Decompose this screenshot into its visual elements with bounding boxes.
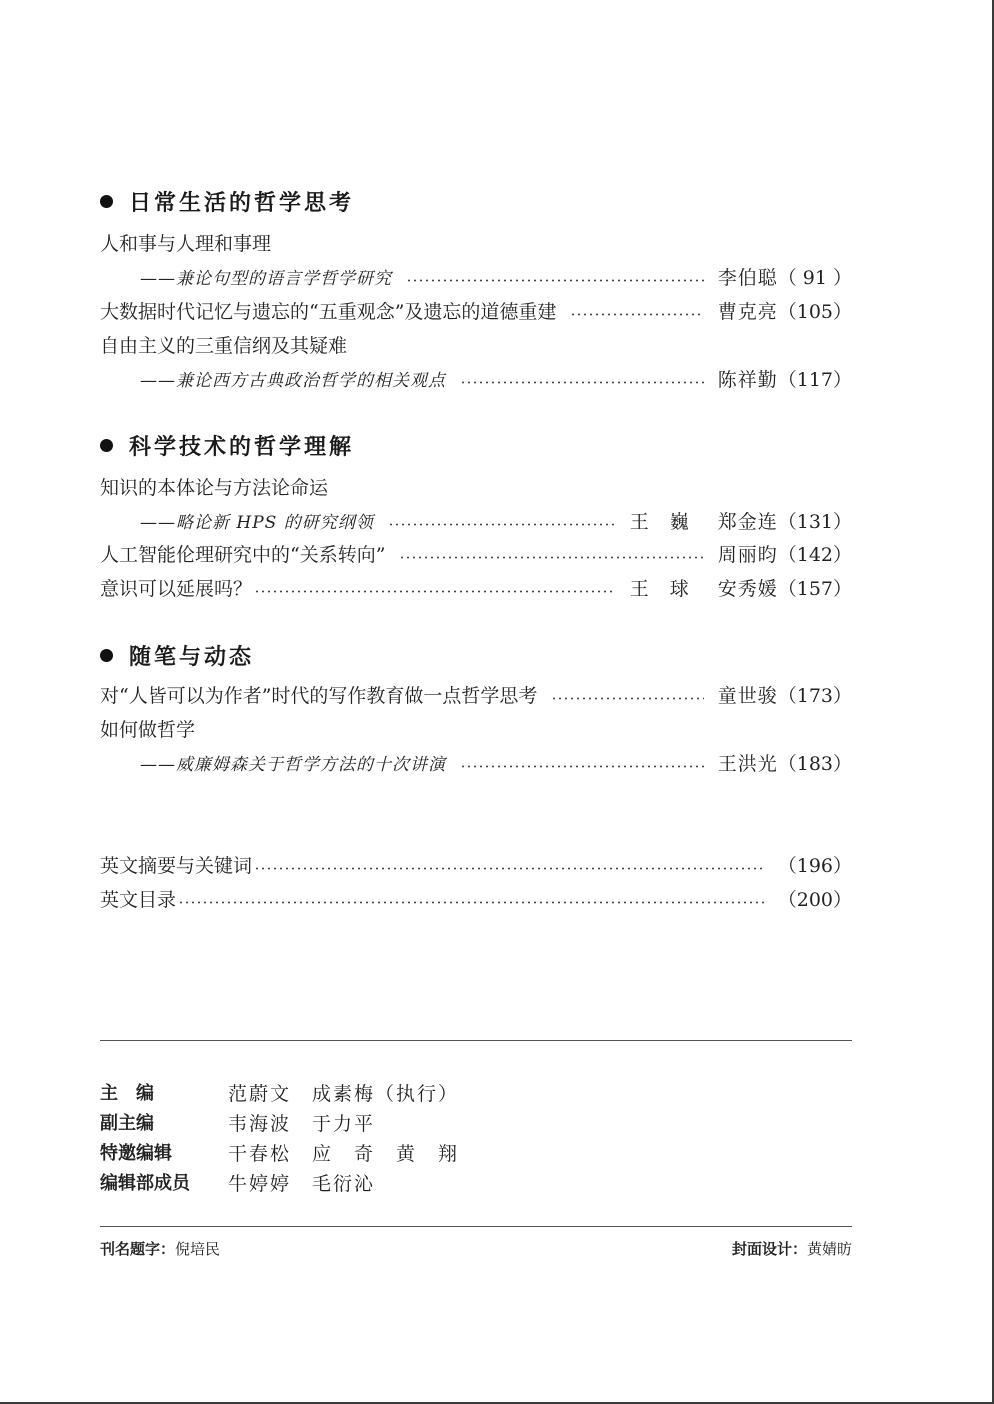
toc-entry[interactable] (100, 715, 852, 741)
section-title: 科学技术的哲学理解 (129, 435, 355, 460)
entry-author: 王洪光 (717, 752, 778, 775)
entry-title: 人和事与人理和事理 (100, 232, 272, 255)
entry-subtitle: ——威廉姆森关于哲学方法的十次讲演 (140, 754, 446, 775)
toc-entry[interactable] (100, 681, 852, 707)
staff-names: 干春松 应 奇 黄 翔 (228, 1142, 460, 1165)
bullet-icon (100, 439, 113, 452)
entry-title: 大数据时代记忆与遗忘的“五重观念”及遗忘的道德重建 (100, 300, 557, 323)
toc-entry[interactable] (100, 297, 852, 323)
entry-page: （117） (777, 368, 852, 391)
entry-author: 周丽昀 (717, 543, 778, 566)
section-title: 随笔与动态 (129, 645, 255, 670)
entry-page: （142） (777, 543, 852, 566)
entry-page: （173） (777, 684, 852, 707)
entry-title: 知识的本体论与方法论命运 (100, 476, 329, 499)
section-heading (100, 186, 354, 217)
leader-dots (178, 901, 764, 904)
cover-name: 黄婧昉 (806, 1240, 852, 1258)
entry-page: （131） (777, 510, 852, 533)
entry-author: 王 巍 (629, 510, 690, 533)
entry-page: （157） (777, 577, 852, 600)
calligraphy-name: 倪培民 (175, 1240, 221, 1258)
entry-author: 安秀媛 (717, 577, 778, 600)
entry-page: （200） (777, 888, 852, 911)
entry-author: 陈祥勤 (717, 368, 778, 391)
toc-entry[interactable] (100, 473, 852, 499)
toc-entry-subtitle[interactable] (140, 263, 852, 289)
toc-entry[interactable] (100, 331, 852, 357)
entry-title: 对“人皆可以为作者”时代的写作教育做一点哲学思考 (100, 684, 538, 707)
cover-label: 封面设计： (731, 1240, 807, 1258)
entry-title: 意识可以延展吗？ (100, 577, 253, 600)
entry-author: 李伯聪 (717, 266, 778, 289)
entry-page: （ 91 ） (777, 266, 852, 289)
entry-page: （183） (777, 752, 852, 775)
toc-entry-subtitle[interactable] (140, 507, 852, 533)
divider (100, 1040, 852, 1041)
entry-subtitle: ——兼论句型的语言学哲学研究 (140, 268, 392, 289)
entry-title: 英文目录 (100, 888, 177, 911)
leader-dots (460, 765, 704, 768)
toc-entry[interactable] (100, 574, 852, 600)
entry-subtitle: ——兼论西方古典政治哲学的相关观点 (140, 370, 446, 391)
staff-row (100, 1169, 375, 1195)
leader-dots (254, 867, 764, 870)
toc-entry[interactable] (100, 229, 852, 255)
appendix-entry[interactable] (100, 851, 852, 877)
staff-role: 特邀编辑 (100, 1143, 172, 1164)
staff-names: 韦海波 于力平 (228, 1112, 376, 1135)
entry-page: （105） (777, 300, 852, 323)
section-heading (100, 430, 354, 461)
appendix-entry[interactable] (100, 885, 852, 911)
leader-dots (551, 697, 703, 700)
toc-entry-subtitle[interactable] (140, 749, 852, 775)
calligraphy-credit (100, 1238, 220, 1259)
entry-page: （196） (777, 854, 852, 877)
leader-dots (388, 523, 616, 526)
leader-dots (570, 313, 703, 316)
entry-author: 郑金连 (717, 510, 778, 533)
leader-dots (254, 590, 616, 593)
entry-author: 童世骏 (717, 684, 778, 707)
staff-names: 范蔚文 成素梅（执行） (228, 1082, 460, 1105)
entry-title: 如何做哲学 (100, 718, 196, 741)
staff-row (100, 1109, 375, 1135)
staff-role: 主 编 (100, 1083, 154, 1104)
calligraphy-label: 刊名题字： (100, 1240, 176, 1258)
leader-dots (399, 556, 703, 559)
bullet-icon (100, 195, 113, 208)
entry-title: 自由主义的三重信纲及其疑难 (100, 334, 348, 357)
divider (100, 1226, 852, 1227)
staff-row (100, 1079, 459, 1105)
entry-author: 曹克亮 (717, 300, 778, 323)
leader-dots (460, 381, 704, 384)
bullet-icon (100, 649, 113, 662)
toc-entry-subtitle[interactable] (140, 365, 852, 391)
toc-entry[interactable] (100, 540, 852, 566)
staff-role: 编辑部成员 (100, 1173, 190, 1194)
entry-author: 王 球 (629, 577, 690, 600)
section-title: 日常生活的哲学思考 (129, 191, 355, 216)
cover-design-credit (732, 1238, 852, 1259)
entry-title: 英文摘要与关键词 (100, 854, 253, 877)
leader-dots (406, 279, 704, 282)
staff-names: 牛婷婷 毛衍沁 (228, 1172, 376, 1195)
section-heading (100, 640, 254, 671)
staff-row (100, 1139, 459, 1165)
staff-role: 副主编 (100, 1113, 154, 1134)
entry-subtitle: ——略论新 HPS 的研究纲领 (140, 512, 374, 533)
entry-title: 人工智能伦理研究中的“关系转向” (100, 543, 386, 566)
